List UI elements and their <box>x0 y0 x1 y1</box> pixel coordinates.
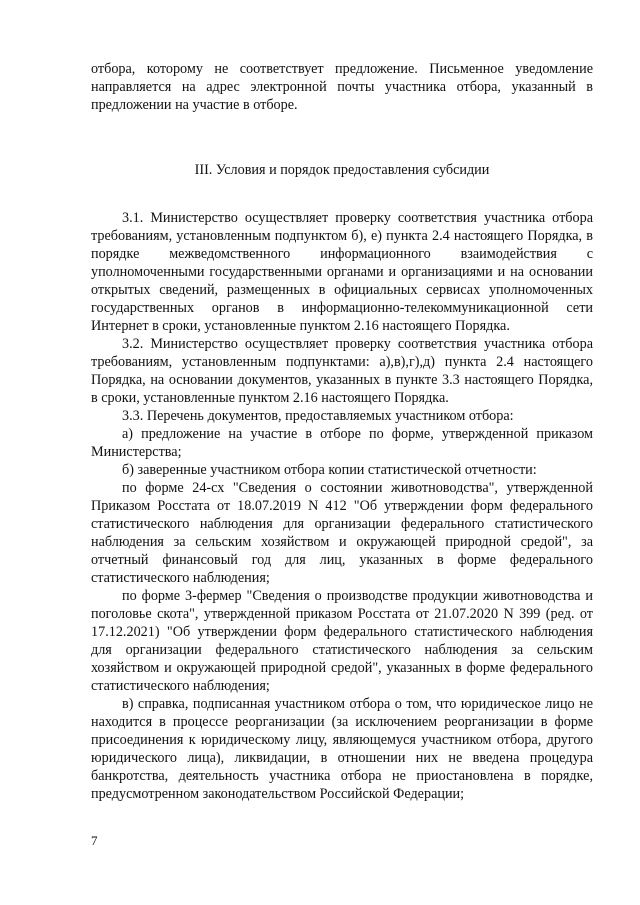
section-body <box>91 209 593 803</box>
paragraph-3-3-b: б) заверенные участником отбора копии статистической отчетности: <box>122 462 537 478</box>
paragraph-3-3: 3.3. Перечень документов, предоставляемых участником отбора: <box>122 408 514 424</box>
page-number: 7 <box>91 833 98 848</box>
paragraph-form-24-sh: по форме 24-сх "Сведения о состоянии животноводства", утвержденной Приказом Росстата от 18.07.2019 N 412 "Об утверждении форм федерального статистического наблюдения для организации федерального статистического наблюдения за сельским хозяйством и окружающей природной средой", за отчетный финансовый год для лиц, указанных в форме федерального статистического наблюдения; <box>91 480 593 586</box>
paragraph-3-1: 3.1. Министерство осуществляет проверку соответствия участника отбора требованиям, установленным подпунктом б), е) пункта 2.4 настоящего Порядка, в порядке межведомственного информационного взаимодействия с уполномоченными государственными органами и организациями и на основании открытых сведений, размещенных в официальных сервисах уполномоченных государственных органов в информационно-телекоммуникационной сети Интернет в сроки, установленные пунктом 2.16 настоящего Порядка. <box>91 210 593 334</box>
top-paragraph-block <box>91 60 593 114</box>
paragraph-3-3-v: в) справка, подписанная участником отбора о том, что юридическое лицо не находится в процессе реорганизации (за исключением реорганизации в форме присоединения к юридическому лицу, являющемуся участником отбора, другого юридического лица), ликвидации, в отношении них не введена процедура банкротства, деятельность участника отбора не приостановлена в порядке, предусмотренном законодательством Российской Федерации; <box>91 696 593 802</box>
paragraph-3-3-a: а) предложение на участие в отборе по форме, утвержденной приказом Министерства; <box>91 426 593 460</box>
paragraph-form-3-fermer: по форме 3-фермер "Сведения о производстве продукции животноводства и поголовье скота", утвержденной приказом Росстата от 21.07.2020 N 399 (ред. от 17.12.2021) "Об утверждении форм федерального статистического наблюдения для организации федерального статистического наблюдения за сельским хозяйством и окружающей природной средой", указанных в форме федерального статистического наблюдения; <box>91 588 593 694</box>
section-heading: III. Условия и порядок предоставления субсидии <box>194 162 490 178</box>
section-iii <box>91 161 593 803</box>
top-paragraph: отбора, которому не соответствует предложение. Письменное уведомление направляется на адрес электронной почты участника отбора, указанный в предложении на участие в отборе. <box>91 61 593 113</box>
paragraph-3-2: 3.2. Министерство осуществляет проверку соответствия участника отбора требованиям, установленным подпунктами: а),в),г),д) пункта 2.4 настоящего Порядка, на основании документов, указанных в пункте 3.3 настоящего Порядка, в сроки, установленные пунктом 2.16 настоящего Порядка. <box>91 336 593 406</box>
